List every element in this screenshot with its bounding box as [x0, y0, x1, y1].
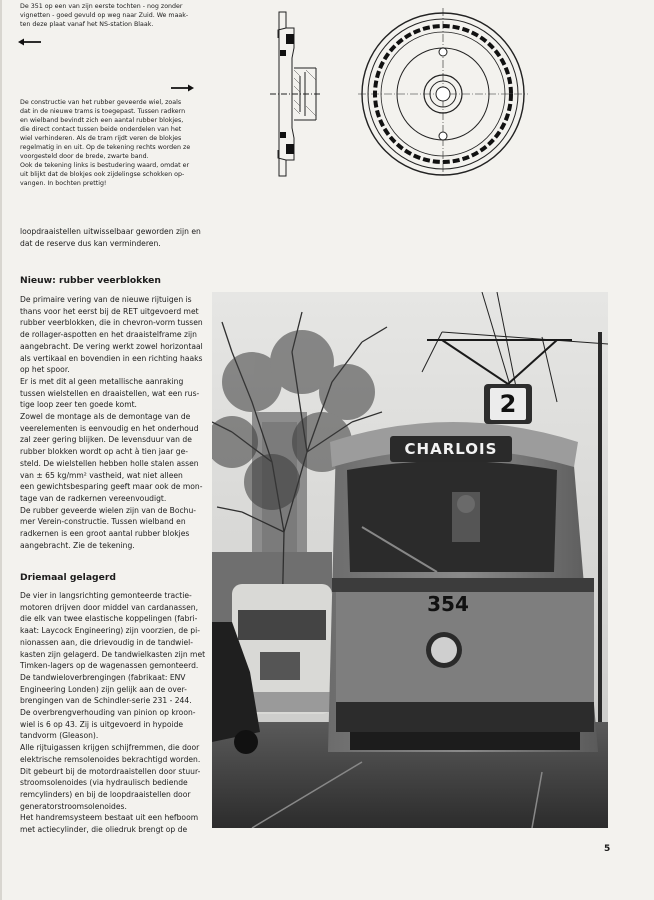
- text-line: Zowel de montage als de demontage van de: [20, 412, 191, 422]
- caption-line: dat in de nieuwe trams is toegepast. Tussen radkern: [20, 108, 186, 115]
- text-line: nionassen aan, die drievoudig in de tandwiel-: [20, 637, 193, 647]
- text-line: Het handremsysteem bestaat uit een hefboom: [20, 813, 199, 823]
- text-line: steld. De wielstellen hebben holle stalen assen: [20, 458, 199, 468]
- caption-line: De 351 op een van zijn eerste tochten - nog zonder: [20, 3, 183, 10]
- text-line: een gewichtsbesparing geeft maar ook de mon-: [20, 482, 203, 492]
- text-line: als vertikaal en bovendien in een richting haaks: [20, 353, 203, 363]
- text-line: aangebracht. Zie de tekening.: [20, 540, 135, 550]
- destination-sign: CHARLOIS: [404, 440, 498, 458]
- text-line: Er is met dit al geen metallische aanraking: [20, 376, 184, 386]
- caption-line: wiel verhinderen. Als de tram rijdt veren de blokjes: [20, 135, 182, 142]
- caption-line: uit blijkt dat de blokjes ook zijdelingse schokken op-: [20, 171, 185, 178]
- wheel-front-drawing: [358, 8, 528, 176]
- text-line: De rubber geveerde wielen zijn van de Bochu-: [20, 505, 197, 515]
- text-line: Dit gebeurt bij de motordraaistellen door stuur-: [20, 766, 201, 776]
- page-edge: [0, 0, 2, 900]
- caption-line: Ook de tekening links is bestudering waard, omdat er: [20, 162, 190, 169]
- route-number: 2: [499, 390, 517, 418]
- caption-line: voorgesteld door de brede, zwarte band.: [20, 153, 149, 160]
- tram-photo-illustration: [212, 292, 608, 828]
- caption-line: De constructie van het rubber geveerde wiel, zoals: [20, 99, 182, 106]
- page-number: 5: [604, 844, 611, 854]
- text-line: Engineering Londen) zijn gelijk aan de over-: [20, 684, 187, 694]
- caption-line: vignetten - goed gevuld op weg naar Zuid. We maak-: [20, 12, 189, 19]
- caption-line: en wielband bevindt zich een aantal rubber blokjes,: [20, 117, 184, 124]
- text-line: Timken-lagers op de wagenassen gemonteerd.: [20, 661, 199, 671]
- text-line: wiel is 6 op 43. Zij is uitgevoerd in hypoide: [20, 719, 184, 729]
- text-line: remcylinders) en bij de loopdraaistellen door: [20, 789, 191, 799]
- text-line: tage van de radkernen vereenvoudigt.: [20, 493, 167, 503]
- tram-photo: [212, 292, 608, 828]
- caption-line: ten deze plaat vanaf het NS-station Blaak.: [20, 21, 154, 28]
- text-line: tige loop zeer ten goede komt.: [20, 400, 137, 410]
- arrow-left-icon: [18, 38, 42, 46]
- text-line: tandvorm (Gleason).: [20, 731, 99, 741]
- text-line: tussen wielstellen en draaistellen, wat een rus-: [20, 388, 200, 398]
- text-line: aangebracht. De vering werkt zowel horizontaal: [20, 341, 203, 351]
- text-line: met actiecylinder, die oliedruk brengt op de: [20, 825, 188, 835]
- text-line: De tandwieloverbrengingen (fabrikaat: ENV: [20, 672, 186, 682]
- text-line: van ± 65 kg/mm² vastheid, wat niet alleen: [20, 470, 183, 480]
- text-line: loopdraaistellen uitwisselbaar geworden zijn en: [20, 227, 201, 236]
- text-line: dat de reserve dus kan verminderen.: [20, 238, 161, 248]
- text-line: De primaire vering van de nieuwe rijtuigen is: [20, 295, 192, 304]
- section-heading-rubber: Nieuw: rubber veerblokken: [20, 275, 161, 286]
- section1-text: [20, 294, 203, 551]
- text-line: die elk van twee elastische koppelingen (fabri-: [20, 614, 198, 624]
- text-line: op het spoor.: [20, 365, 70, 375]
- intro-text: [20, 226, 200, 249]
- section-heading-driemaal: Driemaal gelagerd: [20, 572, 116, 583]
- text-line: brengingen van de Schindler-serie 231 - 244.: [20, 696, 192, 706]
- text-line: Alle rijtuigassen krijgen schijfremmen, die door: [20, 743, 200, 753]
- text-line: De overbrengverhouding van pinion op kroon-: [20, 708, 196, 718]
- fleet-number: 354: [427, 592, 469, 616]
- text-line: stroomsolenoides (via hydraulisch bediende: [20, 778, 188, 788]
- caption-top: [20, 2, 198, 29]
- caption-line: die direct contact tussen beide onderdelen van het: [20, 126, 182, 133]
- text-line: veerelementen is eenvoudig en het onderhoud: [20, 423, 199, 433]
- text-line: elektrische remsolenoides bekrachtigd worden.: [20, 754, 201, 764]
- wheel-section-drawing: [270, 8, 320, 180]
- section2-text: [20, 590, 206, 836]
- text-line: generatorstroomsolenoides.: [20, 801, 127, 811]
- text-line: kaat: Laycock Engineering) zijn voorzien, de pi-: [20, 626, 200, 636]
- text-line: rubber veerblokken, die in chevron-vorm tussen: [20, 318, 203, 328]
- caption-construction: [20, 98, 200, 188]
- caption-line: regelmatig in en uit. Op de tekening rechts worden ze: [20, 144, 191, 151]
- text-line: motoren drijven door middel van cardanassen,: [20, 602, 199, 612]
- text-line: radkernen is een groot aantal rubber blokjes: [20, 529, 190, 539]
- text-line: mer Verein-constructie. Tussen wielband en: [20, 517, 186, 527]
- text-line: de rollager-aspotten en het draaistelframe zijn: [20, 330, 197, 340]
- text-line: De vier in langsrichting gemonteerde tractie-: [20, 591, 192, 600]
- text-line: thans voor het eerst bij de RET uitgevoerd met: [20, 306, 199, 316]
- text-line: kasten zijn gelagerd. De tandwielkasten zijn met: [20, 649, 206, 659]
- text-line: rubber blokken wordt op acht à tien jaar ge-: [20, 447, 188, 457]
- text-line: zal zeer gering blijken. De levensduur van de: [20, 435, 192, 445]
- caption-line: vangen. In bochten prettig!: [20, 180, 107, 187]
- arrow-right-icon: [170, 84, 194, 92]
